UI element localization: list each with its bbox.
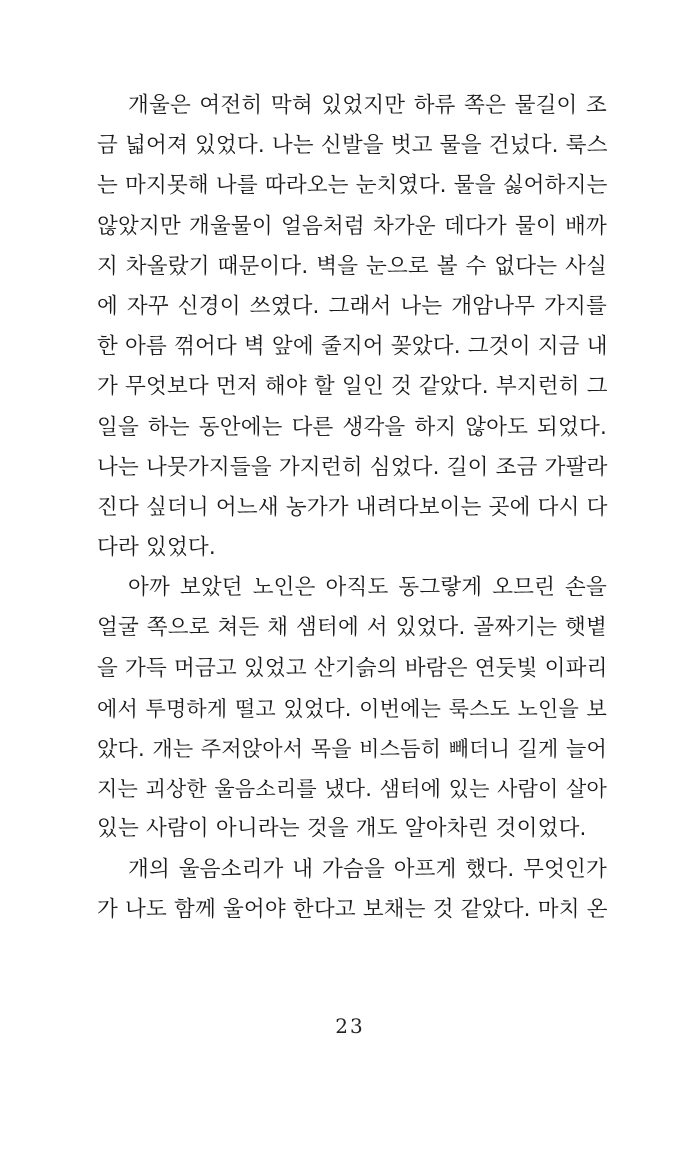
text-line: 얼굴 쪽으로 쳐든 채 샘터에 서 있었다. 골짜기는 햇볕 xyxy=(97,615,607,641)
text-line: 았다. 개는 주저앉아서 목을 비스듬히 빼더니 길게 늘어 xyxy=(97,737,607,761)
text-line: 한 아름 꺾어다 벽 앞에 줄지어 꽂았다. 그것이 지금 내 xyxy=(97,334,608,360)
text-line: 지는 괴상한 울음소리를 냈다. 샘터에 있는 사람이 살아 xyxy=(97,777,607,802)
text-line: 개울은 여전히 막혀 있었지만 하류 쪽은 물길이 조 xyxy=(128,93,607,118)
text-line: 가 나도 함께 울어야 한다고 보채는 것 같았다. 마치 온 xyxy=(97,896,608,922)
text-line: 금 넓어져 있었다. 나는 신발을 벗고 물을 건넜다. 룩스 xyxy=(97,133,608,159)
body-text xyxy=(97,86,607,930)
text-line: 에 자꾸 신경이 쓰였다. 그래서 나는 개암나무 가지를 xyxy=(97,293,607,319)
text-line: 나는 나뭇가지들을 가지런히 심었다. 길이 조금 가팔라 xyxy=(97,454,608,480)
text-line: 진다 싶더니 어느새 농가가 내려다보이는 곳에 다시 다 xyxy=(97,494,608,520)
text-line: 지 차올랐기 때문이다. 벽을 눈으로 볼 수 없다는 사실 xyxy=(97,253,607,279)
text-line: 일을 하는 동안에는 다른 생각을 하지 않아도 되었다. xyxy=(97,414,607,440)
text-line: 있는 사람이 아니라는 것을 개도 알아차린 것이었다. xyxy=(97,816,587,842)
text-line: 않았지만 개울물이 얼음처럼 차가운 데다가 물이 배까 xyxy=(97,213,607,239)
page-number: 23 xyxy=(335,1014,365,1038)
text-line: 는 마지못해 나를 따라오는 눈치였다. 물을 싫어하지는 xyxy=(97,173,608,199)
text-line: 아까 보았던 노인은 아직도 동그랗게 오므린 손을 xyxy=(128,575,607,601)
text-line: 다라 있었다. xyxy=(97,535,216,561)
text-line: 에서 투명하게 떨고 있었다. 이번에는 룩스도 노인을 보 xyxy=(97,696,607,721)
text-line: 을 가득 머금고 있었고 산기슭의 바람은 연둣빛 이파리 xyxy=(97,655,608,681)
text-line: 개의 울음소리가 내 가슴을 아프게 했다. 무엇인가 xyxy=(128,856,607,882)
text-line: 가 무엇보다 먼저 해야 할 일인 것 같았다. 부지런히 그 xyxy=(97,374,608,400)
